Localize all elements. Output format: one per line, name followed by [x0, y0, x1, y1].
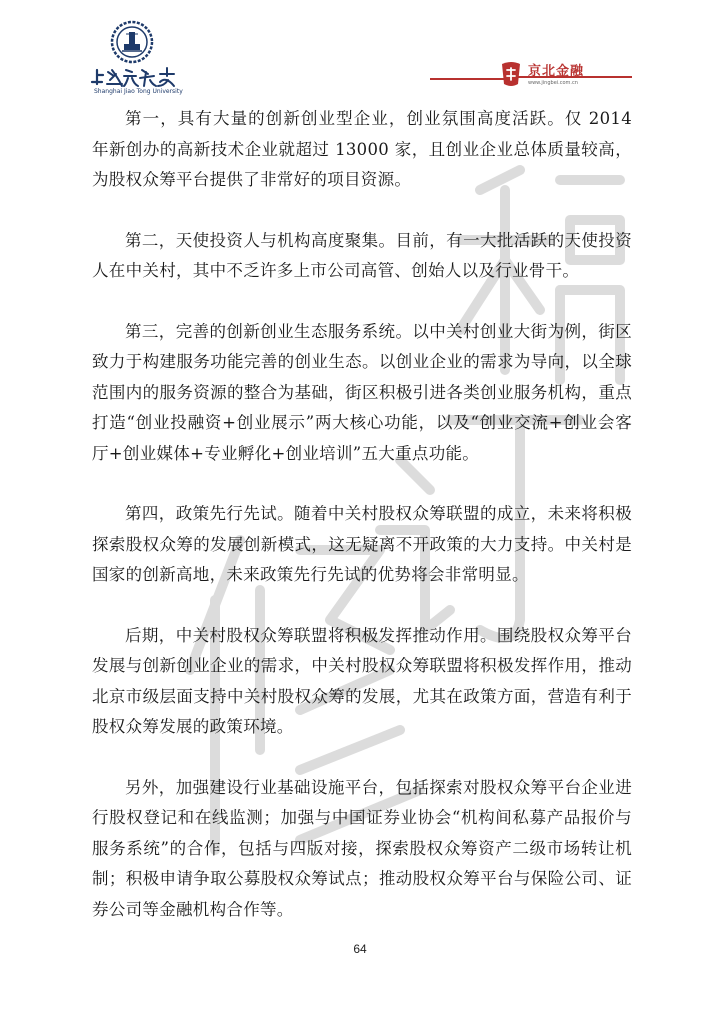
- page-header: [0, 0, 720, 110]
- page-number: 64: [353, 942, 367, 956]
- sjtu-emblem-icon: [110, 20, 154, 64]
- jingbei-url: www.jingbei.com.cn: [528, 80, 578, 86]
- paragraph-5: 后期，中关村股权众筹联盟将积极发挥推动作用。围绕股权众筹平台发展与创新创业企业的需求，中关村股权众筹联盟将积极发挥作用，推动北京市级层面支持中关村股权众筹的发展，尤其在政策方面，营造有利于股权众筹发展的政策环境。: [92, 625, 632, 736]
- paragraph-4: 第四，政策先行先试。随着中关村股权众筹联盟的成立，未来将积极探索股权众筹的发展创新模式，这无疑离不开政策的大力支持。中关村是国家的创新高地，未来政策先行先试的优势将会非常明显。: [92, 504, 632, 584]
- sjtu-english-name: Shanghai Jiao Tong University: [94, 88, 183, 95]
- jingbei-mark-icon: [498, 60, 524, 88]
- sjtu-logo: [88, 20, 238, 100]
- jingbei-name: 京北金融: [528, 64, 585, 79]
- paragraph-3: 第三，完善的创新创业生态服务系统。以中关村创业大街为例，街区致力于构建服务功能完善的创业生态。以创业企业的需求为导向，以全球范围内的服务资源的整合为基础，街区积极引进各类创业服务机构，重点打造“创业投融资+创业展示”两大核心功能，以及“创业交流+创业会客厅+创业媒体+专业孵化+创业培训”五大重点功能。: [92, 321, 632, 463]
- body-text: [92, 104, 632, 955]
- paragraph-1: 第一，具有大量的创新创业型企业，创业氛围高度活跃。仅 2014 年新创办的高新技术企业就超过 13000 家，且创业企业总体质量较高，为股权众筹平台提供了非常好的项目资源。: [92, 109, 632, 189]
- jingbei-logo: [498, 58, 638, 98]
- paragraph-2: 第二，天使投资人与机构高度聚集。目前，有一大批活跃的天使投资人在中关村，其中不乏许多上市公司高管、创始人以及行业骨干。: [92, 230, 632, 280]
- sjtu-calligraphy-logo: [88, 64, 188, 90]
- paragraph-6: 另外，加强建设行业基础设施平台，包括探索对股权众筹平台企业进行股权登记和在线监测；加强与中国证券业协会“机构间私募产品报价与服务系统”的合作，包括与四版对接，探索股权众筹资产二级市场转让机制；积极申请争取公募股权众筹试点；推动股权众筹平台与保险公司、证券公司等金融机构合作等。: [92, 777, 632, 919]
